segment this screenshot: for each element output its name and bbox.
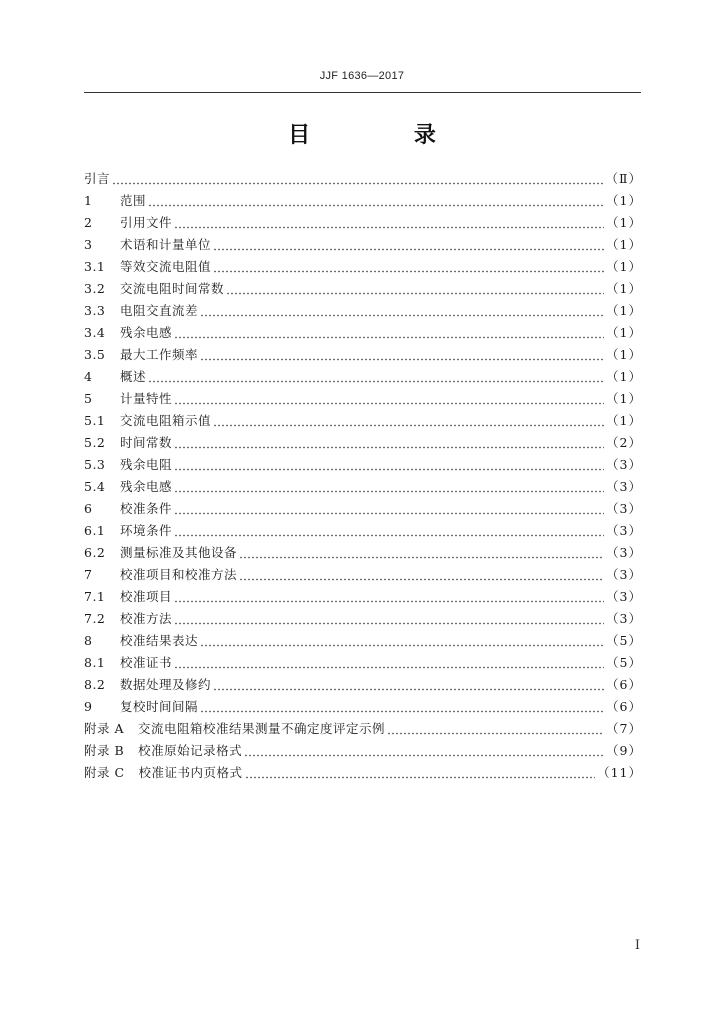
- toc-entry-label: [84, 234, 211, 256]
- toc-dot-leader: [112, 182, 603, 185]
- toc-entry-title: 交流电阻箱校准结果测量不确定度评定示例: [138, 721, 386, 736]
- toc-entry[interactable]: [84, 674, 642, 696]
- toc-entry-title: 残余电感: [120, 479, 173, 494]
- toc-entry-title: 引言: [84, 171, 111, 186]
- toc-entry-label: [84, 366, 146, 388]
- toc-entry-number: 8.2: [84, 677, 106, 692]
- toc-entry[interactable]: [84, 520, 642, 542]
- document-code: JJF 1636—2017: [319, 70, 405, 82]
- toc-entry[interactable]: [84, 454, 642, 476]
- toc-entry-label: [84, 542, 237, 564]
- toc-entry[interactable]: [84, 300, 642, 322]
- toc-entry[interactable]: [84, 432, 642, 454]
- toc-entry-page: （7）: [606, 721, 642, 736]
- toc-dot-leader: [244, 754, 604, 757]
- toc-entry-label: [84, 652, 172, 674]
- toc-entry-title: 引用文件: [120, 215, 173, 230]
- toc-dot-leader: [174, 468, 604, 471]
- toc-entry-label: [84, 586, 172, 608]
- header-rule: [84, 92, 641, 93]
- toc-entry-number: 2: [84, 215, 93, 230]
- toc-entry-number: 5.2: [84, 435, 106, 450]
- toc-dot-leader: [174, 490, 604, 493]
- toc-entry-page: （3）: [606, 457, 642, 472]
- toc-entry-number: 3.1: [84, 259, 106, 274]
- toc-entry-number: 9: [84, 699, 93, 714]
- toc-entry-title: 最大工作频率: [120, 347, 199, 362]
- toc-entry-label: [84, 168, 110, 190]
- toc-entry[interactable]: [84, 234, 642, 256]
- toc-entry-title: 复校时间间隔: [120, 699, 199, 714]
- toc-entry-label: [84, 630, 198, 652]
- toc-entry-title: 校准证书: [120, 655, 173, 670]
- toc-entry-page: （5）: [606, 655, 642, 670]
- toc-entry-label: [84, 498, 172, 520]
- toc-entry-label: [84, 564, 237, 586]
- toc-entry-number: 3: [84, 237, 93, 252]
- toc-entry-title: 计量特性: [120, 391, 173, 406]
- toc-entry-label: [84, 278, 224, 300]
- toc-dot-leader: [174, 666, 604, 669]
- toc-dot-leader: [213, 248, 604, 251]
- toc-entry-page: （Ⅱ）: [605, 171, 642, 186]
- toc-entry-page: （2）: [606, 435, 642, 450]
- toc-entry-page: （1）: [606, 281, 642, 296]
- toc-entry-page: （6）: [606, 699, 642, 714]
- toc-entry[interactable]: [84, 542, 642, 564]
- toc-entry-number: 5: [84, 391, 93, 406]
- toc-dot-leader: [174, 512, 604, 515]
- toc-entry-title: 环境条件: [120, 523, 173, 538]
- toc-entry[interactable]: [84, 608, 642, 630]
- toc-entry-number: 8: [84, 633, 93, 648]
- toc-entry-title: 交流电阻时间常数: [120, 281, 225, 296]
- toc-entry-page: （11）: [597, 765, 642, 780]
- toc-entry[interactable]: [84, 696, 642, 718]
- toc-entry[interactable]: [84, 476, 642, 498]
- toc-entry-number: 5.3: [84, 457, 106, 472]
- toc-dot-leader: [226, 292, 604, 295]
- toc-entry-number: 3.4: [84, 325, 106, 340]
- toc-entry[interactable]: [84, 366, 642, 388]
- toc-entry-title: 校准结果表达: [120, 633, 199, 648]
- toc-entry-page: （3）: [606, 545, 642, 560]
- toc-entry-page: （1）: [606, 303, 642, 318]
- toc-entry[interactable]: [84, 740, 642, 762]
- toc-entry-label: [84, 454, 172, 476]
- toc-entry-page: （1）: [606, 347, 642, 362]
- toc-entry[interactable]: [84, 388, 642, 410]
- toc-entry-page: （6）: [606, 677, 642, 692]
- toc-entry-label: [84, 344, 198, 366]
- toc-dot-leader: [148, 204, 604, 207]
- toc-entry[interactable]: [84, 586, 642, 608]
- toc-entry-page: （1）: [606, 193, 642, 208]
- toc-dot-leader: [200, 710, 604, 713]
- toc-entry-number: 7.2: [84, 611, 106, 626]
- toc-entry-label: [84, 608, 172, 630]
- toc-entry[interactable]: [84, 564, 642, 586]
- toc-entry-number: 7: [84, 567, 93, 582]
- toc-entry-number: 6: [84, 501, 93, 516]
- toc-dot-leader: [213, 270, 604, 273]
- toc-entry-number: 3.2: [84, 281, 106, 296]
- toc-dot-leader: [174, 534, 604, 537]
- toc-entry-title: 校准原始记录格式: [138, 743, 243, 758]
- toc-entry-title: 等效交流电阻值: [120, 259, 212, 274]
- toc-entry[interactable]: [84, 718, 642, 740]
- toc-entry-page: （3）: [606, 479, 642, 494]
- toc-entry[interactable]: [84, 278, 642, 300]
- toc-entry-page: （1）: [606, 215, 642, 230]
- toc-entry-title: 电阻交直流差: [120, 303, 199, 318]
- toc-entry-title: 概述: [120, 369, 147, 384]
- toc-dot-leader: [174, 336, 604, 339]
- toc-entry-page: （9）: [606, 743, 642, 758]
- toc-dot-leader: [200, 644, 604, 647]
- toc-dot-leader: [148, 380, 604, 383]
- toc-entry-page: （1）: [606, 237, 642, 252]
- toc-dot-leader: [213, 688, 604, 691]
- toc-dot-leader: [387, 732, 604, 735]
- toc-entry-title: 校准项目: [120, 589, 173, 604]
- toc-entry-page: （1）: [606, 391, 642, 406]
- toc-entry-page: （1）: [606, 369, 642, 384]
- toc-entry-number: 4: [84, 369, 93, 384]
- toc-entry-title: 数据处理及修约: [120, 677, 212, 692]
- toc-entry[interactable]: [84, 256, 642, 278]
- toc-entry-title: 时间常数: [120, 435, 173, 450]
- toc-entry-page: （5）: [606, 633, 642, 648]
- toc-entry-number: 1: [84, 193, 93, 208]
- toc-entry-title: 术语和计量单位: [120, 237, 212, 252]
- toc-entry[interactable]: [84, 212, 642, 234]
- toc-entry-label: [84, 410, 211, 432]
- toc-entry-title: 校准项目和校准方法: [120, 567, 238, 582]
- toc-entry-number: 附录 B: [84, 743, 125, 758]
- toc-entry-number: 8.1: [84, 655, 106, 670]
- toc-dot-leader: [239, 578, 604, 581]
- toc-entry-title: 交流电阻箱示值: [120, 413, 212, 428]
- toc-entry-label: [84, 190, 146, 212]
- page-number: Ⅰ: [634, 938, 640, 953]
- toc-entry-page: （1）: [606, 325, 642, 340]
- toc-entry-title: 范围: [120, 193, 147, 208]
- toc-entry-number: 3.3: [84, 303, 106, 318]
- toc-entry-label: [84, 762, 243, 784]
- toc-entry[interactable]: [84, 344, 642, 366]
- toc-entry-number: 附录 C: [84, 765, 125, 780]
- toc-entry[interactable]: [84, 498, 642, 520]
- toc-entry-number: 3.5: [84, 347, 106, 362]
- toc-entry-label: [84, 432, 172, 454]
- toc-dot-leader: [174, 600, 604, 603]
- toc-entry-title: 残余电阻: [120, 457, 173, 472]
- toc-entry-label: [84, 476, 172, 498]
- toc-entry-page: （1）: [606, 413, 642, 428]
- toc-entry-page: （3）: [606, 611, 642, 626]
- toc-dot-leader: [245, 776, 596, 779]
- toc-entry-page: （3）: [606, 567, 642, 582]
- toc-entry-number: 5.4: [84, 479, 106, 494]
- toc-entry-label: [84, 718, 385, 740]
- toc-entry-title: 校准条件: [120, 501, 173, 516]
- toc-entry-number: 6.1: [84, 523, 106, 538]
- toc-dot-leader: [200, 358, 604, 361]
- toc-dot-leader: [174, 446, 604, 449]
- toc-entry-title: 校准证书内页格式: [138, 765, 243, 780]
- toc-dot-leader: [200, 314, 604, 317]
- toc-entry-label: [84, 322, 172, 344]
- toc-title: 目 录: [288, 123, 484, 148]
- toc-dot-leader: [174, 402, 604, 405]
- toc-entry-number: 附录 A: [84, 721, 125, 736]
- toc-entry-label: [84, 212, 172, 234]
- table-of-contents: [84, 168, 642, 784]
- toc-dot-leader: [174, 622, 604, 625]
- toc-entry-label: [84, 740, 242, 762]
- toc-entry[interactable]: [84, 322, 642, 344]
- toc-entry[interactable]: [84, 410, 642, 432]
- toc-entry-title: 测量标准及其他设备: [120, 545, 238, 560]
- toc-entry-label: [84, 388, 172, 410]
- toc-entry[interactable]: [84, 762, 642, 784]
- toc-entry-page: （1）: [606, 259, 642, 274]
- toc-entry[interactable]: [84, 168, 642, 190]
- toc-entry-label: [84, 696, 198, 718]
- toc-entry-label: [84, 674, 211, 696]
- toc-entry-label: [84, 300, 198, 322]
- toc-entry-number: 7.1: [84, 589, 106, 604]
- toc-dot-leader: [213, 424, 604, 427]
- toc-entry-label: [84, 520, 172, 542]
- toc-dot-leader: [239, 556, 604, 559]
- toc-entry-title: 残余电感: [120, 325, 173, 340]
- toc-entry-number: 6.2: [84, 545, 106, 560]
- toc-entry-number: 5.1: [84, 413, 106, 428]
- toc-entry-label: [84, 256, 211, 278]
- toc-entry[interactable]: [84, 190, 642, 212]
- toc-entry-page: （3）: [606, 501, 642, 516]
- toc-entry-page: （3）: [606, 523, 642, 538]
- toc-entry-title: 校准方法: [120, 611, 173, 626]
- toc-entry-page: （3）: [606, 589, 642, 604]
- toc-entry[interactable]: [84, 630, 642, 652]
- toc-dot-leader: [174, 226, 604, 229]
- toc-entry[interactable]: [84, 652, 642, 674]
